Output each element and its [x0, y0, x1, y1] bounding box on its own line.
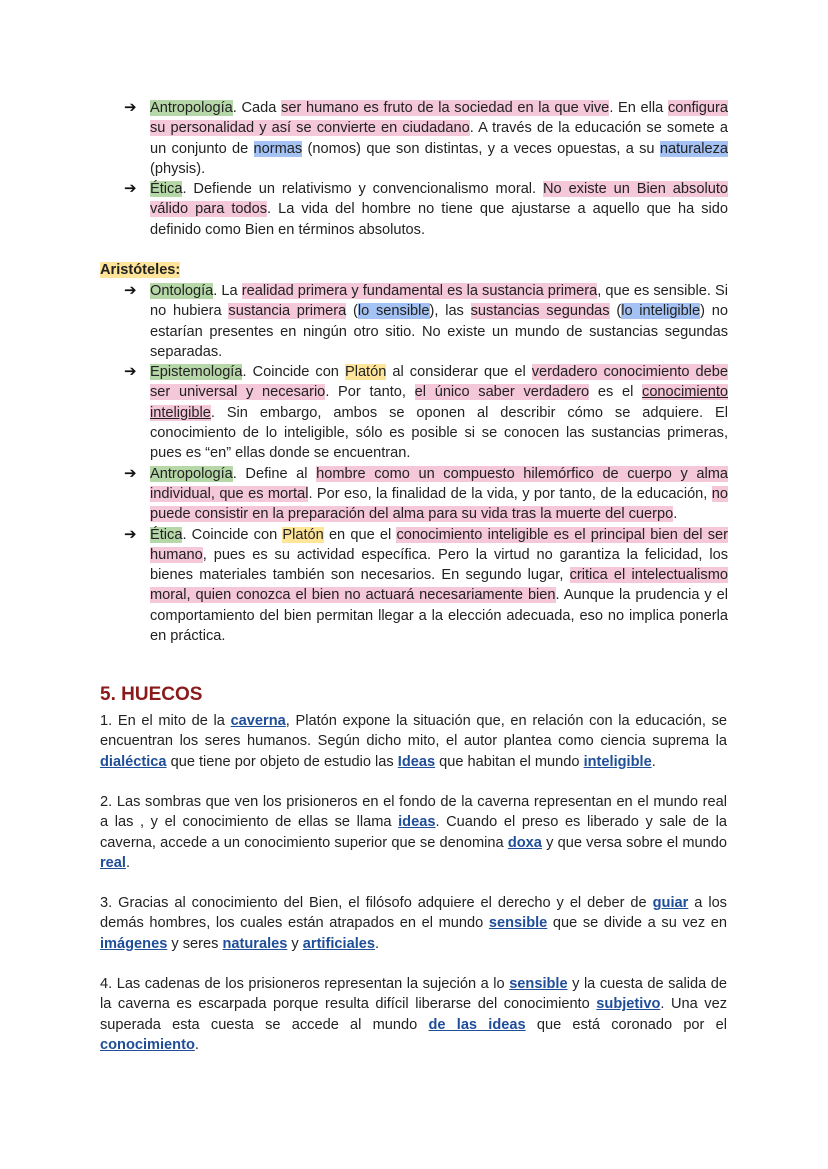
text-span: lo sensible	[357, 303, 430, 320]
text-span: en que el	[323, 526, 397, 543]
text-span: . A través de la educación se somete a un conjunto de	[150, 120, 728, 157]
text-span: 2. Las sombras que ven los prisioneros en el fondo de la caverna representan en el mundo real a las , y el conocimiento de ellas se llama	[100, 794, 727, 831]
text-span: lo inteligible	[621, 303, 701, 320]
text-span: . La vida del hombre no tiene que ajustarse a aquello que ha sido definido como Bien en términos absolutos.	[150, 201, 728, 238]
text-span: , pues es su actividad específica. Pero la virtud no garantiza la felicidad, los bienes materiales también son necesarios. En segundo lugar,	[150, 546, 728, 584]
text-span: 3. Gracias al conocimiento del Bien, el filósofo adquiere el derecho y el deber de	[100, 895, 653, 911]
text-span: 1. En el mito de la	[100, 713, 231, 729]
text-span: que se divide a su vez en	[547, 915, 728, 932]
text-span: Platón	[344, 364, 387, 381]
text-span: . Cada	[232, 100, 282, 116]
bullet-ontologia	[124, 281, 728, 362]
bullet-etica-2	[124, 525, 728, 647]
text-span: realidad primera y fundamental es la sustancia primera	[241, 283, 598, 299]
bullet-list-aristoteles	[0, 281, 828, 646]
arrow-icon: ➔	[124, 180, 137, 198]
bullet-antropologia-2	[124, 464, 729, 525]
text-span: . Coincide con	[242, 364, 345, 381]
text-span: , que es sensible. Si no hubiera	[150, 283, 728, 320]
bullet-label: Ética	[150, 181, 183, 198]
text-span: . Coincide con	[182, 526, 283, 543]
text-span: . En ella	[609, 100, 668, 116]
text-span: configura su personalidad y así se convierte en ciudadano	[150, 100, 728, 137]
bullet-label: Antropología	[150, 100, 233, 116]
text-span: .	[125, 854, 131, 871]
gap-question-4	[100, 974, 727, 1055]
text-span: Platón	[282, 526, 324, 543]
answer: guiar	[652, 895, 689, 911]
answer: conocimiento	[100, 1036, 195, 1053]
text-span: . La	[213, 283, 242, 299]
arrow-icon: ➔	[124, 363, 137, 381]
text-span: es el	[589, 384, 643, 401]
text-span: que está coronado por el	[525, 1016, 727, 1033]
answer: artificiales	[302, 935, 375, 952]
text-span: critica el intelectualismo moral, quien conozca el bien no actuará necesariamente bien	[150, 567, 728, 604]
text-span: y que versa sobre el mundo	[541, 834, 727, 851]
answer: dialéctica	[100, 753, 167, 770]
arrow-icon: ➔	[124, 282, 137, 299]
answer: naturales	[222, 935, 288, 952]
text-span: sustancias segundas	[470, 303, 610, 320]
text-span: verdadero conocimiento debe ser universal y necesario	[150, 364, 728, 401]
text-span: .	[374, 935, 380, 952]
text-span: .	[651, 753, 656, 770]
gap-question-3	[100, 893, 727, 954]
text-span: ser humano es fruto de la sociedad en la que vive	[281, 100, 610, 116]
text-span: no puede consistir en la preparación del alma para su vida tras la muerte del cuerpo	[150, 485, 729, 523]
bullet-label: Ética	[150, 526, 183, 543]
text-span: y la cuesta de salida de la caverna es escarpada porque resulta difícil liberarse del conocimiento	[100, 976, 727, 1013]
answer: doxa	[507, 834, 542, 851]
text-span: que habitan el mundo	[435, 753, 584, 770]
text-span: . Una vez superada esta cuesta se accede al mundo	[100, 996, 727, 1033]
gap-question-1	[100, 711, 727, 772]
text-span: que tiene por objeto de estudio las	[166, 753, 398, 770]
text-span: , Platón expone la situación que, en relación con la educación, se encuentran los seres humanos. Según dicho mito, el autor plantea como ciencia suprema la	[100, 713, 727, 750]
text-span: . Sin embargo, ambos se oponen al describir cómo se adquiere. El conocimiento de lo inteligible, sólo es posible si se conocen las sustancias primeras, pues es “en” ellas donde se encuentran.	[150, 404, 728, 462]
gap-question-2	[100, 792, 727, 873]
text-span: sustancia primera	[228, 303, 347, 320]
answer: real	[100, 854, 126, 871]
bullet-label: Ontología	[150, 283, 214, 299]
answer: inteligible	[583, 753, 652, 770]
answer: caverna	[230, 713, 286, 729]
bullet-list-sofistas	[0, 98, 828, 240]
text-span: 4. Las cadenas de los prisioneros representan la sujeción a lo	[100, 976, 510, 992]
answer: de las ideas	[428, 1016, 526, 1033]
arrow-icon: ➔	[124, 464, 137, 482]
text-span: y seres	[167, 935, 223, 952]
text-span: .	[194, 1036, 199, 1053]
text-span: (	[346, 303, 358, 320]
bullet-label: Antropología	[150, 465, 233, 482]
text-span: a los demás hombres, los cuales están atrapados en el mundo	[100, 895, 727, 932]
answer: subjetivo	[596, 996, 661, 1013]
text-span: hombre como un compuesto hilemórfico de cuerpo y alma individual, que es mortal	[150, 465, 728, 502]
text-span: naturaleza	[659, 140, 728, 157]
answer: ideas	[398, 814, 436, 831]
text-span: No existe un Bien absoluto válido para todos	[150, 181, 728, 218]
bullet-label: Epistemología	[150, 364, 243, 381]
section-title: 5. HUECOS	[100, 684, 203, 705]
text-span: conocimiento inteligible	[150, 384, 729, 421]
text-span: ), las	[429, 303, 471, 320]
arrow-icon: ➔	[124, 525, 137, 543]
text-span: Aristóteles:	[100, 262, 181, 278]
text-span: el único saber verdadero	[414, 384, 590, 401]
text-span: (nomos) que son distintas, y a veces opuestas, a su	[302, 140, 660, 157]
text-span: .	[673, 506, 678, 523]
text-span: (	[609, 303, 622, 320]
text-span: . Aunque la prudencia y el comportamiento del bien permitan llegar a la elección adecuada, eso no implica ponerla en práctica.	[150, 587, 728, 645]
answer: imágenes	[100, 935, 168, 952]
answer: sensible	[488, 915, 548, 932]
aristoteles-heading	[100, 260, 180, 280]
text-span: al considerar que el	[386, 364, 532, 381]
text-span: . Cuando el preso es liberado y sale de la caverna, accede a un conocimiento superior que se denomina	[100, 814, 727, 851]
text-span: y	[287, 935, 303, 952]
text-span: normas	[253, 140, 303, 157]
text-span: (physis).	[150, 160, 206, 177]
bullet-etica-1	[124, 179, 728, 240]
answer: Ideas	[397, 753, 436, 770]
text-span: . Define al	[232, 465, 317, 482]
bullet-antropologia-1	[124, 98, 728, 179]
text-span: . Por tanto,	[325, 384, 415, 401]
text-span: ) no estarían presentes en ningún otro sitio. No existe un mundo de sustancias segundas separadas.	[150, 303, 728, 360]
text-span: . Por eso, la finalidad de la vida, y por tanto, de la educación,	[308, 485, 712, 502]
answer: sensible	[509, 976, 568, 992]
arrow-icon: ➔	[124, 99, 137, 116]
bullet-epistemologia	[124, 362, 729, 463]
text-span: conocimiento inteligible es el principal bien del ser humano	[150, 526, 728, 563]
text-span: . Defiende un relativismo y convencionalismo moral.	[182, 181, 544, 198]
